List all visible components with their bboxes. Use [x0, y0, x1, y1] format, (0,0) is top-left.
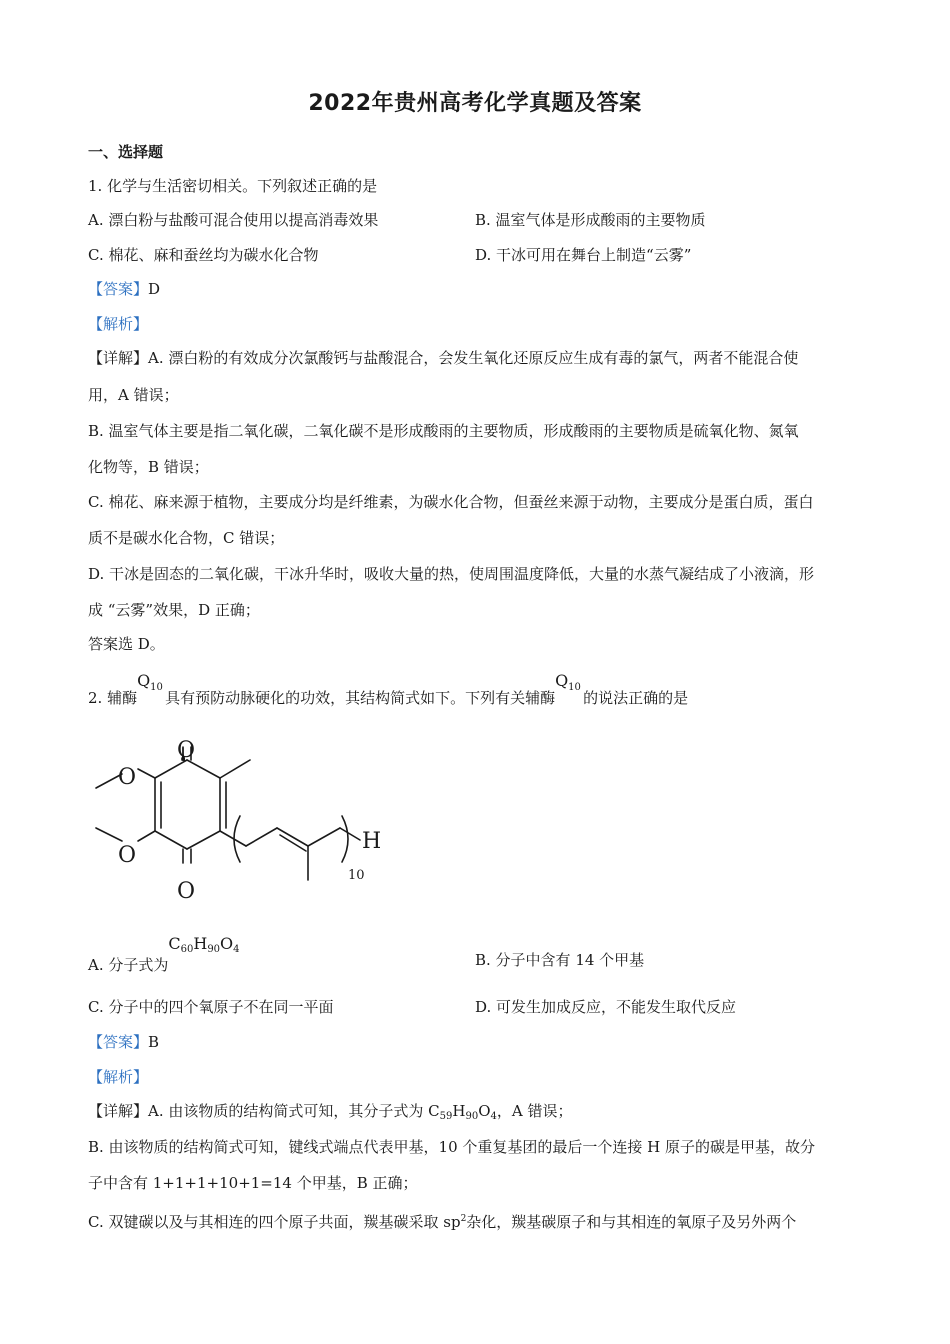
structure-o-top: O [177, 738, 196, 763]
section-heading: 一、选择题 [88, 143, 164, 161]
q1-detail-line-7: D. 干冰是固态的二氧化碳，干冰升华时，吸收大量的热，使周围温度降低，大量的水蒸气凝结成了小液滴，形 [88, 565, 815, 583]
stem-prefix: 2. 辅酶 [88, 689, 138, 707]
answer-tag: 【答案】 [88, 1033, 149, 1051]
structure-repeat-count: 10 [348, 868, 365, 883]
q1-answer [88, 279, 160, 299]
q1-detail-line-3: B. 温室气体主要是指二氧化碳，二氧化碳不是形成酸雨的主要物质，形成酸雨的主要物质是硫氧化物、氮氧 [88, 422, 799, 440]
q2-detail-a [88, 1101, 573, 1127]
q1-stem: 1. 化学与生活密切相关。下列叙述正确的是 [88, 177, 378, 195]
q1-analysis-tag: 【解析】 [88, 315, 149, 333]
q2-stem [88, 671, 689, 708]
q1-detail-line-6: 质不是碳水化合物，C 错误； [88, 529, 285, 547]
detail-a-c-count: 59 [439, 1111, 453, 1122]
coenzyme-q10-structure [80, 728, 410, 908]
q1-option-c: C. 棉花、麻和蚕丝均为碳水化合物 [88, 246, 319, 264]
detail-c-prefix: C. 双键碳以及与其相连的四个原子共面，羰基碳采取 sp [88, 1213, 461, 1231]
stem-middle: 具有预防动脉硬化的功效，其结构简式如下。下列有关辅酶 [165, 689, 556, 707]
q1-detail-line-9: 答案选 D。 [88, 635, 165, 653]
q2-detail-c [88, 1209, 796, 1232]
detail-a-o: O [478, 1102, 491, 1120]
q10-symbol: Q 10 [137, 671, 163, 693]
detail-tag: 【详解】 [88, 349, 149, 367]
q1-detail-line-4: 化物等，B 错误； [88, 458, 209, 476]
q1-option-d: D. 干冰可用在舞台上制造“云雾” [475, 246, 692, 264]
detail-c-superscript: 2 [460, 1214, 467, 1224]
structure-o-methoxy-2: O [118, 843, 137, 868]
detail-a-prefix: A. 由该物质的结构简式可知，其分子式为 C [148, 1102, 440, 1120]
detail-a-o-count: 4 [490, 1111, 497, 1122]
structure-o-bottom: O [177, 879, 196, 904]
structure-o-methoxy-1: O [118, 765, 137, 790]
detail-a-h-count: 90 [465, 1111, 479, 1122]
q10-symbol: Q 10 [555, 671, 581, 693]
structure-h-end: H [362, 829, 382, 854]
q2-option-a [88, 934, 250, 975]
q1-option-b: B. 温室气体是形成酸雨的主要物质 [475, 211, 706, 229]
q2-analysis-tag: 【解析】 [88, 1068, 149, 1086]
q2-option-b: B. 分子中含有 14 个甲基 [475, 951, 645, 969]
q1-detail-line-1 [88, 348, 798, 368]
q2-option-c: C. 分子中的四个氧原子不在同一平面 [88, 998, 334, 1016]
stem-suffix: 的说法正确的是 [583, 689, 689, 707]
answer-value: D [148, 280, 161, 298]
q1-option-a: A. 漂白粉与盐酸可混合使用以提高消毒效果 [88, 211, 379, 229]
detail-c-suffix: 杂化，羰基碳原子和与其相连的氧原子及另外两个 [466, 1213, 797, 1231]
detail-text: A. 漂白粉的有效成分次氯酸钙与盐酸混合，会发生氧化还原反应生成有毒的氯气，两者不能混合使 [148, 349, 799, 367]
option-a-prefix: A. 分子式为 [88, 956, 169, 974]
q2-detail-b-1: B. 由该物质的结构简式可知，键线式端点代表甲基，10 个重复基团的最后一个连接 H 原子的碳是甲基，故分 [88, 1138, 816, 1156]
detail-a-h: H [452, 1102, 466, 1120]
molecular-formula: C60H90O4 [168, 934, 240, 955]
q1-detail-line-8: 成 “云雾”效果，D 正确； [88, 601, 260, 619]
q1-detail-line-2: 用，A 错误； [88, 386, 179, 404]
q2-option-d: D. 可发生加成反应，不能发生取代反应 [475, 998, 737, 1016]
page-title: 2022年贵州高考化学真题及答案 [308, 91, 642, 116]
q2-answer [88, 1032, 159, 1052]
q1-detail-line-5: C. 棉花、麻来源于植物，主要成分均是纤维素，为碳水化合物，但蚕丝来源于动物，主要成分是蛋白质，蛋白 [88, 493, 814, 511]
q2-detail-b-2: 子中含有 1+1+1+10+1=14 个甲基，B 正确； [88, 1174, 418, 1192]
answer-tag: 【答案】 [88, 280, 149, 298]
detail-tag: 【详解】 [88, 1102, 149, 1120]
detail-a-suffix: ，A 错误； [496, 1102, 573, 1120]
answer-value: B [148, 1033, 160, 1051]
